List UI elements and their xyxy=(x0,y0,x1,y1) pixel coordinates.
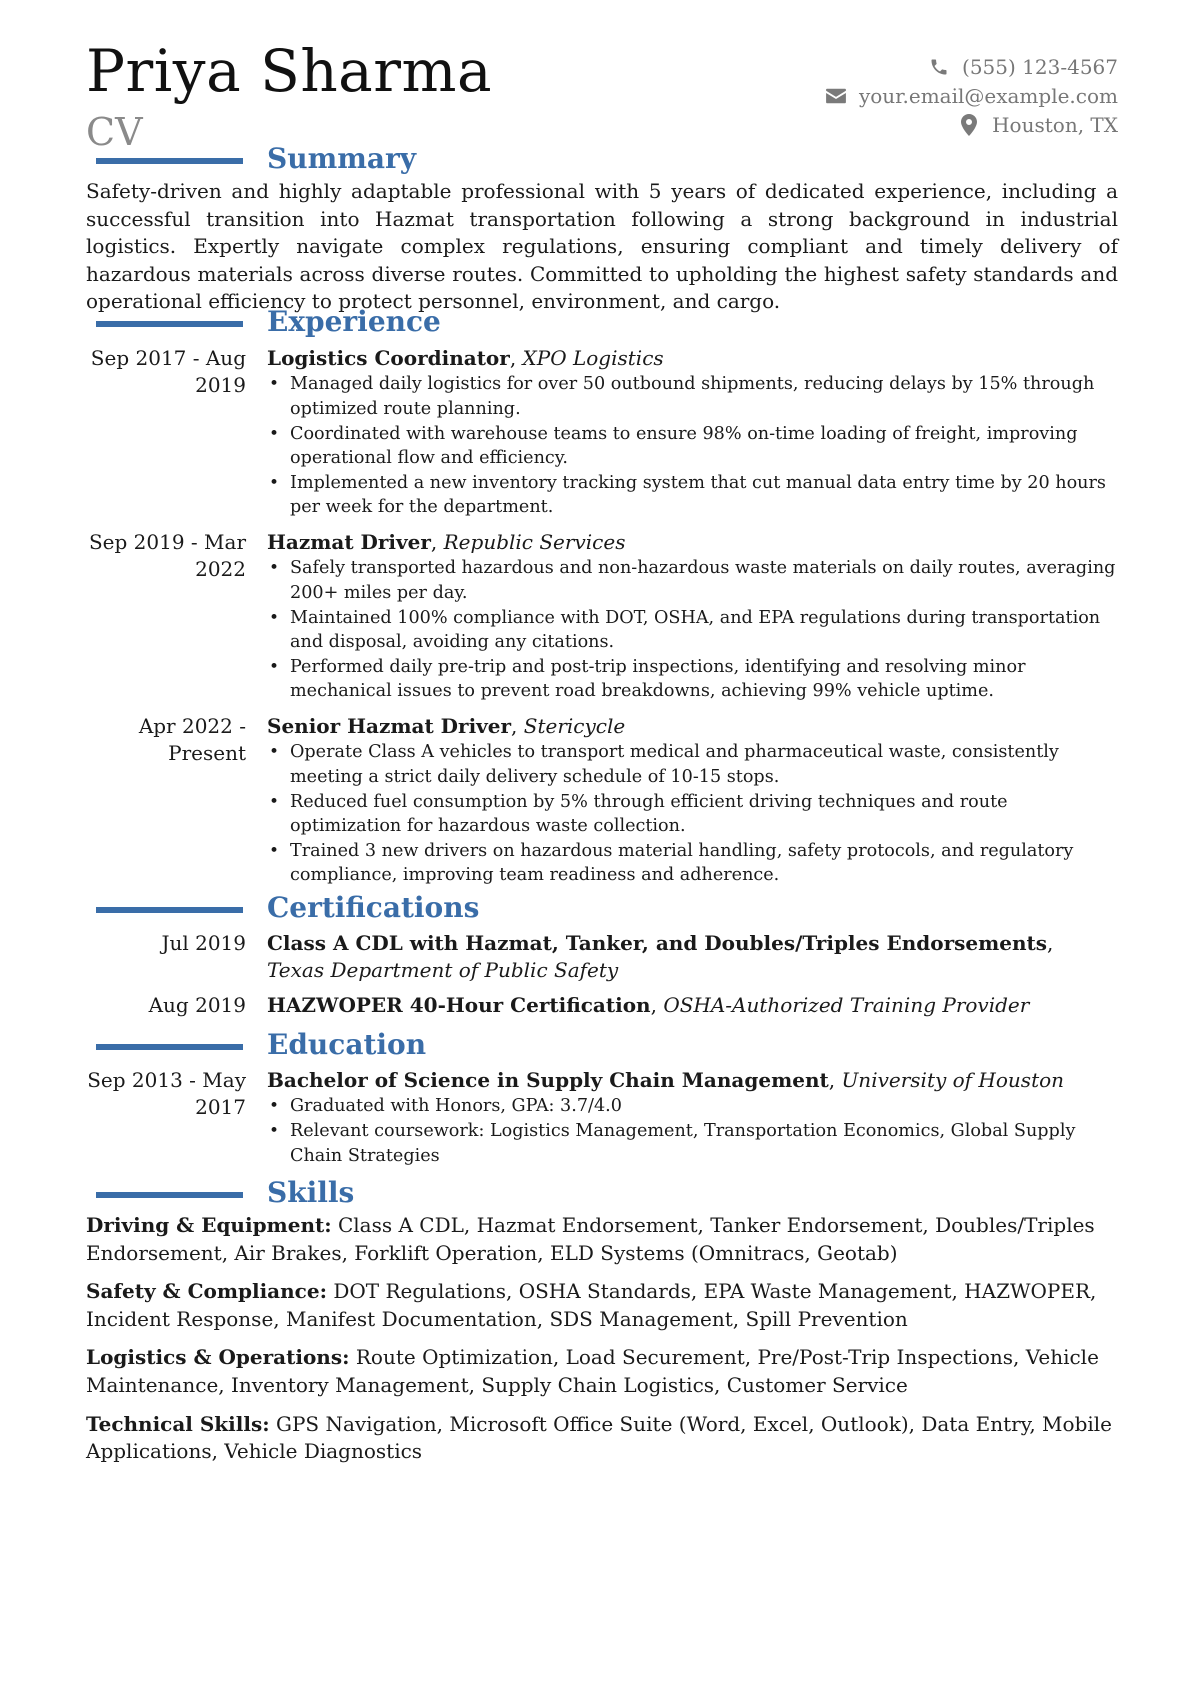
skill-group-label: Logistics & Operations: xyxy=(86,1345,350,1370)
entry-bullets xyxy=(267,372,1118,520)
location-text: Houston, TX xyxy=(992,112,1118,137)
section-heading xyxy=(86,307,1118,341)
email-address[interactable]: your.email@example.com xyxy=(858,83,1118,108)
entry-title: Bachelor of Science in Supply Chain Management, University of Houston xyxy=(267,1068,1065,1092)
education-entry xyxy=(86,1067,1118,1168)
experience-entry xyxy=(86,345,1118,520)
list-item: • Graduated with Honors, GPA: 3.7/4.0 xyxy=(267,1094,1118,1119)
list-item: • Implemented a new inventory tracking system that cut manual data entry time by 20 hours per week for the department. xyxy=(267,471,1118,520)
entry-title: Hazmat Driver, Republic Services xyxy=(267,529,626,554)
summary-text: Safety-driven and highly adaptable professional with 5 years of dedicated experience, including a successful transition into Hazmat transportation following a strong background in industrial logistics. Expertly navigate complex regulations, ensuring compliant and timely delivery of hazardous materials across diverse routes. Committed to upholding the highest safety standards and operational efficiency to protect personnel, environment, and cargo. xyxy=(86,179,1118,314)
phone-icon xyxy=(928,56,950,78)
section-heading xyxy=(86,1030,1118,1064)
contact-email xyxy=(825,81,1118,110)
section-heading xyxy=(86,893,1118,927)
section-accent-bar xyxy=(96,1192,243,1198)
list-item: • Maintained 100% compliance with DOT, OSHA, and EPA regulations during transportation and disposal, avoiding any citations. xyxy=(267,606,1118,655)
skill-group-label: Driving & Equipment: xyxy=(86,1213,332,1237)
skill-group-text: Class A CDL, Hazmat Endorsement, Tanker Endorsement, Doubles/Triples Endorsement, Air Brakes, Forklift Operation, ELD Systems (Omnitracs, Geotab) xyxy=(86,1213,1095,1265)
certification-name: HAZWOPER 40-Hour Certification xyxy=(267,992,651,1017)
education-section xyxy=(86,1030,1118,1168)
certification-name: Class A CDL with Hazmat, Tanker, and Doubles/Triples Endorsements xyxy=(267,931,1048,955)
summary-section xyxy=(86,144,1118,316)
skill-group xyxy=(86,1411,1118,1466)
list-item: • Trained 3 new drivers on hazardous material handling, safety protocols, and regulatory compliance, improving team readiness and adherence. xyxy=(267,839,1118,888)
certifications-section xyxy=(86,893,1118,1019)
skill-group-text: GPS Navigation, Microsoft Office Suite (Word, Excel, Outlook), Data Entry, Mobile Applications, Vehicle Diagnostics xyxy=(86,1411,1113,1464)
job-role: Logistics Coordinator xyxy=(267,346,510,370)
section-title: Summary xyxy=(267,142,416,175)
skill-group xyxy=(86,1344,1118,1399)
section-accent-bar xyxy=(96,321,243,327)
list-item: • Reduced fuel consumption by 5% through efficient driving techniques and route optimization for hazardous waste collection. xyxy=(267,790,1118,839)
skill-group xyxy=(86,1278,1118,1333)
section-title: Skills xyxy=(267,1176,355,1209)
map-marker-icon xyxy=(958,114,980,136)
entry-date: Apr 2022 - Present xyxy=(138,713,246,766)
experience-entry xyxy=(86,713,1118,888)
skill-group-label: Safety & Compliance: xyxy=(86,1279,327,1304)
certification-entry xyxy=(86,992,1118,1019)
list-item: • Coordinated with warehouse teams to ensure 98% on-time loading of freight, improving operational flow and efficiency. xyxy=(267,422,1118,471)
section-title: Certifications xyxy=(267,891,480,924)
skill-group-label: Technical Skills: xyxy=(86,1411,270,1436)
certification-issuer: Texas Department of Public Safety xyxy=(267,958,619,983)
entry-date: Sep 2019 - Mar 2022 xyxy=(88,529,246,582)
section-accent-bar xyxy=(96,1044,243,1050)
skill-group-text: Route Optimization, Load Securement, Pre/Post-Trip Inspections, Vehicle Maintenance, Inventory Management, Supply Chain Logistics, Customer Service xyxy=(86,1345,1099,1397)
skill-group xyxy=(86,1212,1118,1267)
job-role: Hazmat Driver xyxy=(267,529,431,554)
job-role: Senior Hazmat Driver xyxy=(267,713,512,738)
envelope-icon xyxy=(825,85,847,107)
contact-location xyxy=(825,110,1118,139)
list-item: • Operate Class A vehicles to transport medical and pharmaceutical waste, consistently meeting a strict daily delivery schedule of 10-15 stops. xyxy=(267,740,1118,789)
certification-entry xyxy=(86,930,1118,985)
section-accent-bar xyxy=(96,907,243,913)
job-organization: Stericycle xyxy=(523,713,626,738)
experience-section xyxy=(86,307,1118,888)
entry-title: Logistics Coordinator, XPO Logistics xyxy=(267,346,664,370)
entry-date: Aug 2019 xyxy=(148,992,246,1017)
entry-title: HAZWOPER 40-Hour Certification, OSHA-Authorized Training Provider xyxy=(267,992,1030,1017)
section-heading xyxy=(86,1178,1118,1212)
entry-bullets xyxy=(267,556,1118,704)
job-organization: Republic Services xyxy=(443,529,626,554)
skills-section xyxy=(86,1178,1118,1477)
entry-title: Class A CDL with Hazmat, Tanker, and Doubles/Triples Endorsements, xyxy=(267,931,1054,955)
skill-group-text: DOT Regulations, OSHA Standards, EPA Waste Management, HAZWOPER, Incident Response, Manifest Documentation, SDS Management, Spill Prevention xyxy=(86,1279,1097,1331)
certification-issuer: OSHA-Authorized Training Provider xyxy=(663,992,1030,1017)
list-item: • Relevant coursework: Logistics Management, Transportation Economics, Global Supply Chain Strategies xyxy=(267,1119,1118,1168)
degree-name: Bachelor of Science in Supply Chain Management xyxy=(267,1068,829,1092)
entry-bullets xyxy=(267,1094,1118,1168)
entry-date: Sep 2017 - Aug 2019 xyxy=(90,346,246,398)
entry-title: Senior Hazmat Driver, Stericycle xyxy=(267,713,626,738)
contact-info xyxy=(825,52,1118,139)
section-title: Experience xyxy=(267,305,441,338)
entry-bullets xyxy=(267,740,1118,888)
contact-phone xyxy=(825,52,1118,81)
section-heading xyxy=(86,144,1118,178)
phone-number[interactable]: (555) 123-4567 xyxy=(962,54,1118,79)
school-name: University of Houston xyxy=(841,1068,1065,1092)
list-item: • Managed daily logistics for over 50 outbound shipments, reducing delays by 15% through optimized route planning. xyxy=(267,372,1118,421)
section-title: Education xyxy=(267,1028,427,1061)
document-subtitle: CV xyxy=(86,110,143,154)
list-item: • Safely transported hazardous and non-hazardous waste materials on daily routes, averaging 200+ miles per day. xyxy=(267,556,1118,605)
entry-date: Sep 2013 - May 2017 xyxy=(87,1068,246,1120)
entry-date: Jul 2019 xyxy=(161,931,246,955)
experience-entry xyxy=(86,529,1118,704)
section-accent-bar xyxy=(96,158,243,164)
person-name: Priya Sharma xyxy=(86,37,493,105)
list-item: • Performed daily pre-trip and post-trip inspections, identifying and resolving minor mechanical issues to prevent road breakdowns, achieving 99% vehicle uptime. xyxy=(267,655,1118,704)
job-organization: XPO Logistics xyxy=(522,346,664,370)
